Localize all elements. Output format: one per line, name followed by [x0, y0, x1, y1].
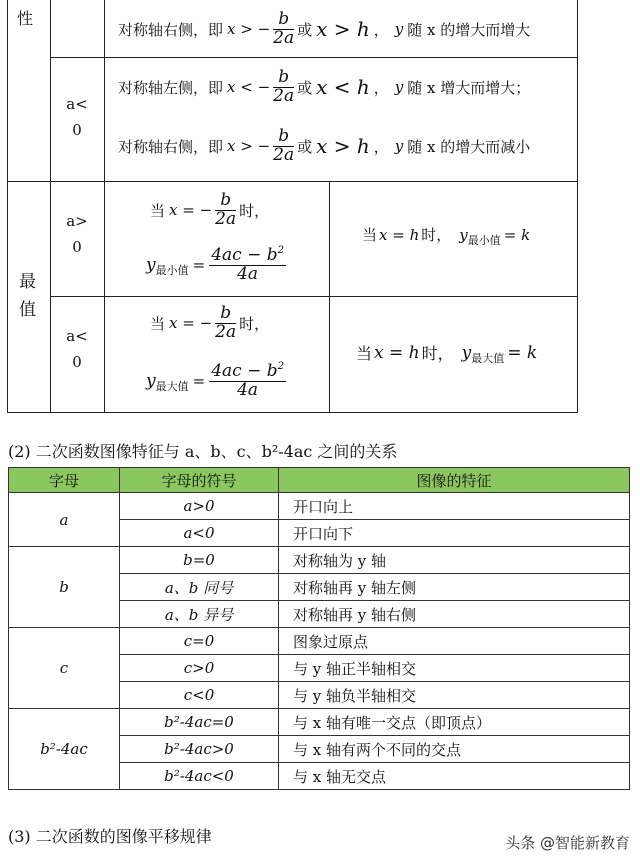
feature-cell: 与 y 轴负半轴相交 [279, 682, 630, 709]
sign-cell: a>0 [120, 493, 279, 520]
cond-a-lt0-1: a< 0 [66, 95, 88, 139]
header-sign: 字母的符号 [120, 468, 279, 493]
feature-cell: 与 x 轴无交点 [279, 763, 630, 790]
section2-title: (2) 二次函数图像特征与 a、b、c、b²-4ac 之间的关系 [8, 442, 398, 461]
header-letter: 字母 [9, 468, 120, 493]
sign-cell: a、b 异号 [120, 601, 279, 628]
letter-c: c [9, 628, 120, 709]
feature-cell: 开口向下 [279, 520, 630, 547]
sign-cell: b²-4ac>0 [120, 736, 279, 763]
letter-a: a [9, 493, 120, 547]
table-row [9, 547, 630, 574]
sign-cell: b²-4ac<0 [120, 763, 279, 790]
header-feature: 图像的特征 [279, 468, 630, 493]
cond-a-gt0: a> 0 [66, 212, 88, 256]
letter-discriminant: b²-4ac [9, 709, 120, 790]
sign-cell: b=0 [120, 547, 279, 574]
feature-cell: 与 x 轴有唯一交点（即顶点） [279, 709, 630, 736]
watermark: 头条 @智能新教育 [505, 834, 630, 852]
feature-cell: 对称轴再 y 轴左侧 [279, 574, 630, 601]
row-label-extreme: 最 值 [19, 272, 36, 320]
feature-cell: 与 y 轴正半轴相交 [279, 655, 630, 682]
row3-statement: 对称轴右侧，即 x > − $\frac{b}{2a}$ 或 x > h ， y 随 x 的增大而减小 [118, 125, 531, 165]
max-when-x: 当 x = − $\frac{b}{2a}$ 时， [150, 302, 270, 342]
table-row [9, 628, 630, 655]
feature-cell: 与 x 轴有两个不同的交点 [279, 736, 630, 763]
feature-cell: 对称轴再 y 轴右侧 [279, 601, 630, 628]
sign-cell: c>0 [120, 655, 279, 682]
table2-header-row [9, 468, 630, 493]
min-when-x-h: 当 x = h 时， y 最小值 = k [362, 225, 531, 247]
row2-statement: 对称轴左侧，即 x < − $\frac{b}{2a}$ 或 x < h ， y 随 x 增大而增大； [118, 66, 531, 106]
feature-cell: 对称轴为 y 轴 [279, 547, 630, 574]
min-when-x: 当 x = − $\frac{b}{2a}$ 时， [150, 189, 270, 229]
sign-cell: b²-4ac=0 [120, 709, 279, 736]
table-row [9, 709, 630, 736]
row1-statement: 对称轴右侧，即 x > − $\frac{b}{2a}$ 或 x > h ， y 随 x 的增大而增大 [118, 8, 531, 48]
cond-a-lt0-2: a< 0 [66, 327, 88, 371]
max-when-x-h: 当 x = h 时， y 最大值 = k [356, 342, 538, 365]
min-value-formula: y 最小值 = $\frac{4ac - b^2}{4a}$ [146, 244, 284, 284]
letter-b: b [9, 547, 120, 628]
table2 [8, 467, 630, 790]
sign-cell: a<0 [120, 520, 279, 547]
row-label-monotonic: 性 [17, 9, 34, 28]
sign-cell: c=0 [120, 628, 279, 655]
sign-cell: a、b 同号 [120, 574, 279, 601]
feature-cell: 开口向上 [279, 493, 630, 520]
max-value-formula: y 最大值 = $\frac{4ac - b^2}{4a}$ [146, 360, 284, 400]
feature-cell: 图象过原点 [279, 628, 630, 655]
table-row [9, 493, 630, 520]
section3-title: (3) 二次函数的图像平移规律 [8, 827, 212, 846]
sign-cell: c<0 [120, 682, 279, 709]
